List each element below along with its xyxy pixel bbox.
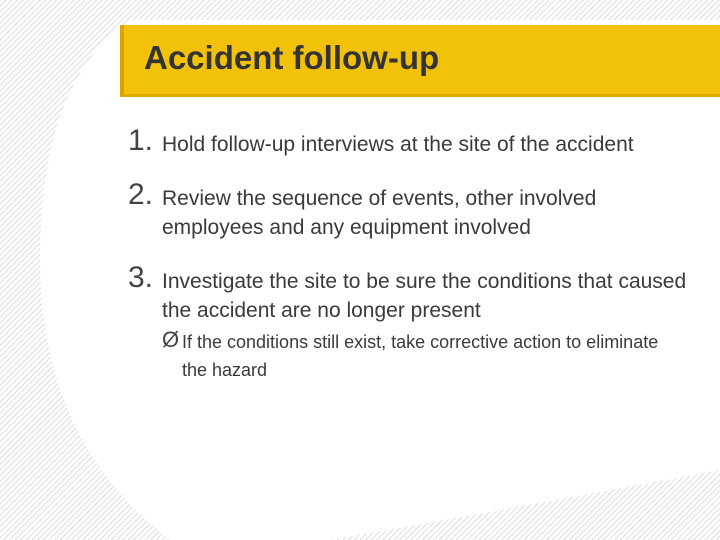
- list-item: [128, 178, 688, 242]
- list-item-text: Hold follow-up interviews at the site of the accident: [162, 133, 634, 156]
- sub-bullet: [162, 328, 688, 384]
- list-item: [128, 124, 688, 159]
- arrow-bullet-icon: Ø: [162, 327, 180, 352]
- list-item-number: 3.: [128, 261, 154, 294]
- slide-title: Accident follow-up: [144, 39, 440, 76]
- list-item-number: 1.: [128, 124, 154, 157]
- list-item-number: 2.: [128, 178, 154, 211]
- list-item: [128, 261, 688, 384]
- list-item-text: Investigate the site to be sure the conditions that caused the accident are no longer present: [162, 270, 687, 322]
- list-item-text: Review the sequence of events, other involved employees and any equipment involved: [162, 187, 597, 239]
- title-bar: [120, 25, 720, 97]
- numbered-list: [128, 124, 688, 384]
- sub-bullet-text: If the conditions still exist, take corrective action to eliminate the hazard: [182, 332, 659, 380]
